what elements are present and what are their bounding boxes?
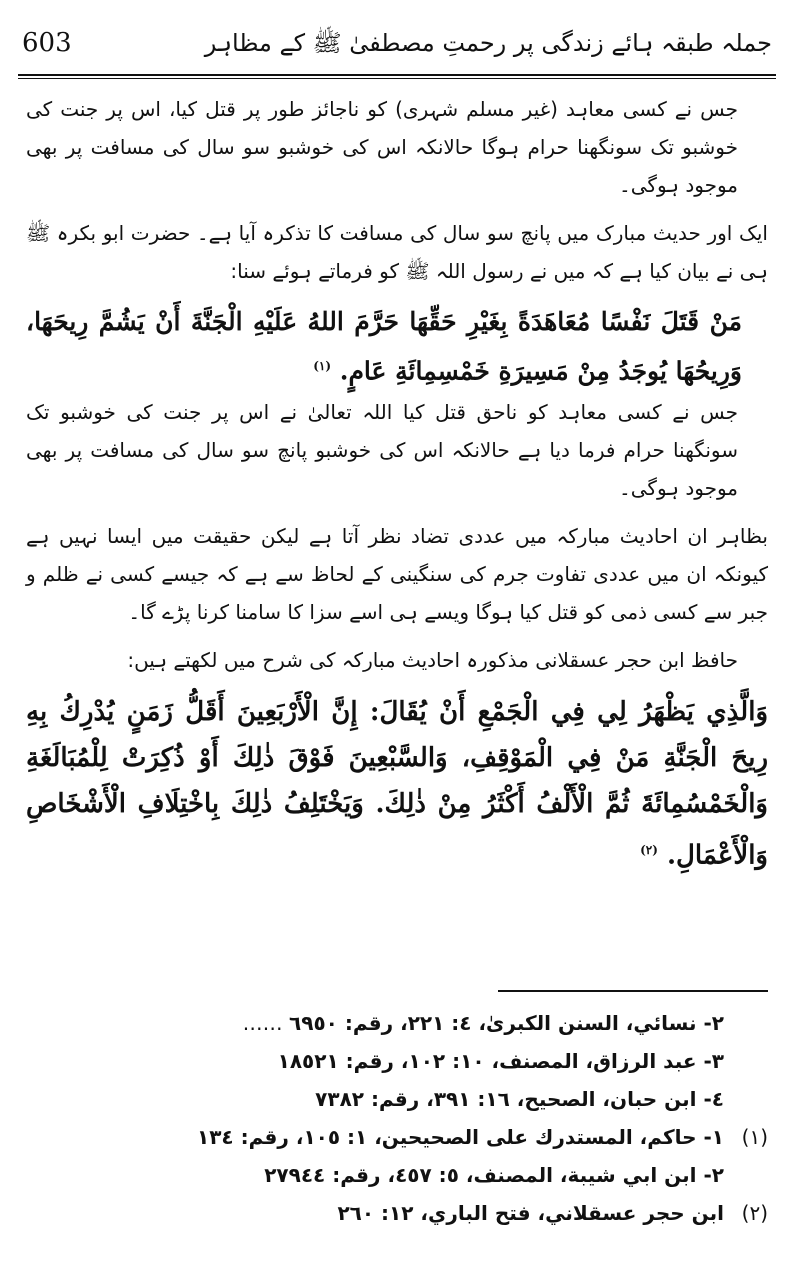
footnote-text: ١- حاكم، المستدرك على الصحيحين، ١: ١٠٥، رقم: ١٣٤ [196,1125,724,1149]
footnote-text: ٢- ابن ابي شيبة، المصنف، ٥: ٤٥٧، رقم: ٢٧٩٤٤ [264,1163,724,1187]
header-rule [18,74,776,76]
footnote-row [60,1004,768,1042]
footnote-ref-1[interactable]: (١) [313,359,332,373]
paragraph-quote-intro: حافظ ابن حجر عسقلانی مذکورہ احادیث مبارکہ کی شرح میں لکھتے ہیں: [127,648,738,673]
footnote-row [60,1080,768,1118]
footnote-rule [498,990,768,992]
footnote-text: ٣- عبد الرزاق، المصنف، ١٠: ١٠٢، رقم: ١٨٥٢١ [277,1049,724,1073]
footnote-text: ٢- نسائي، السنن الكبرىٰ، ٤: ٢٢١، رقم: ٦٩٥٠ [289,1011,724,1035]
footnote-marker: (٢) [741,1201,768,1225]
header-rule-thin [18,78,776,79]
paragraph-translation-2: جس نے کسی معاہد کو ناحق قتل کیا اللہ تعالیٰ نے اس پر جنت کی خوشبو تک سونگھنا حرام فرما دیا ہے حالانکہ اس کی خوشبو پانچ سو سال کی مسافت پر بھی موجود ہوگی۔ [26,400,738,501]
page-header [18,22,776,62]
hadith-arabic [26,300,768,393]
footnotes [60,1004,768,1232]
footnote-ref-2[interactable]: (٢) [640,843,658,858]
footnote-row [60,1156,768,1194]
footnote-marker: (١) [741,1125,768,1149]
running-title: جملہ طبقہ ہائے زندگی پر رحمتِ مصطفیٰ ﷺ کے مظاہر [204,29,772,57]
footnote-continuation-dots: …… [242,1011,283,1035]
footnote-text: ابن حجر عسقلاني، فتح الباري، ١٢: ٢٦٠ [337,1201,724,1225]
paragraph-narration: ایک اور حدیث مبارک میں پانچ سو سال کی مسافت کا تذکرہ آیا ہے۔ حضرت ابو بکرہ ﷺ ہی نے بیان کیا ہے کہ میں نے رسول اللہ ﷺ کو فرماتے ہوئے سنا: [26,221,768,283]
footnote-row [60,1194,768,1232]
footnote-text: ٤- ابن حبان، الصحيح، ١٦: ٣٩١، رقم: ٧٣٨٢ [315,1087,724,1111]
commentary-arabic [26,689,768,879]
paragraph-explanation: بظاہر ان احادیث مبارکہ میں عددی تضاد نظر آتا ہے لیکن حقیقت میں ایسا نہیں ہے کیونکہ ان میں عددی تفاوت جرم کی سنگینی کے لحاظ سے ہے کہ جیسے کسی نے ظلم و جبر سے کسی ذمی کو قتل کیا ہوگا ویسے ہی اسے سزا کا سامنا کرنا پڑے گا۔ [26,524,768,625]
hadith-arabic-text: مَنْ قَتَلَ نَفْسًا مُعَاهَدَةً بِغَيْرِ حَقِّهَا حَرَّمَ اللهُ عَلَيْهِ الْجَنَّةَ أَنْ يَشُمَّ رِيحَهَا، وَرِيحُهَا يُوجَدُ مِنْ مَسِيرَةِ خَمْسِمِائَةِ عَامٍ. [26,307,742,386]
commentary-arabic-text: وَالَّذِي يَظْهَرُ لِي فِي الْجَمْعِ أَنْ يُقَالَ: إِنَّ الْأَرْبَعِينَ أَقَلُّ زَمَنٍ يُدْرِكُ بِهِ رِيحَ الْجَنَّةِ مَنْ فِي الْمَوْقِفِ، وَالسَّبْعِينَ فَوْقَ ذٰلِكَ أَوْ ذُكِرَتْ لِلْمُبَالَغَةِ وَالْخَمْسُمِائَةَ ثُمَّ الْأَلْفُ أَكْثَرُ مِنْ ذٰلِكَ. وَيَخْتَلِفُ ذٰلِكَ بِاخْتِلَافِ الْأَشْخَاصِ وَالْأَعْمَالِ. [26,697,769,871]
page-number: 603 [22,28,72,58]
footnote-row [60,1042,768,1080]
footnote-row [60,1118,768,1156]
body-text [26,90,768,879]
paragraph-translation-1: جس نے کسی معاہد (غیر مسلم شہری) کو ناجائز طور پر قتل کیا، اس پر جنت کی خوشبو تک سونگھنا حرام ہوگا حالانکہ اس کی خوشبو سو سال کی مسافت پر بھی موجود ہوگی۔ [26,97,738,197]
